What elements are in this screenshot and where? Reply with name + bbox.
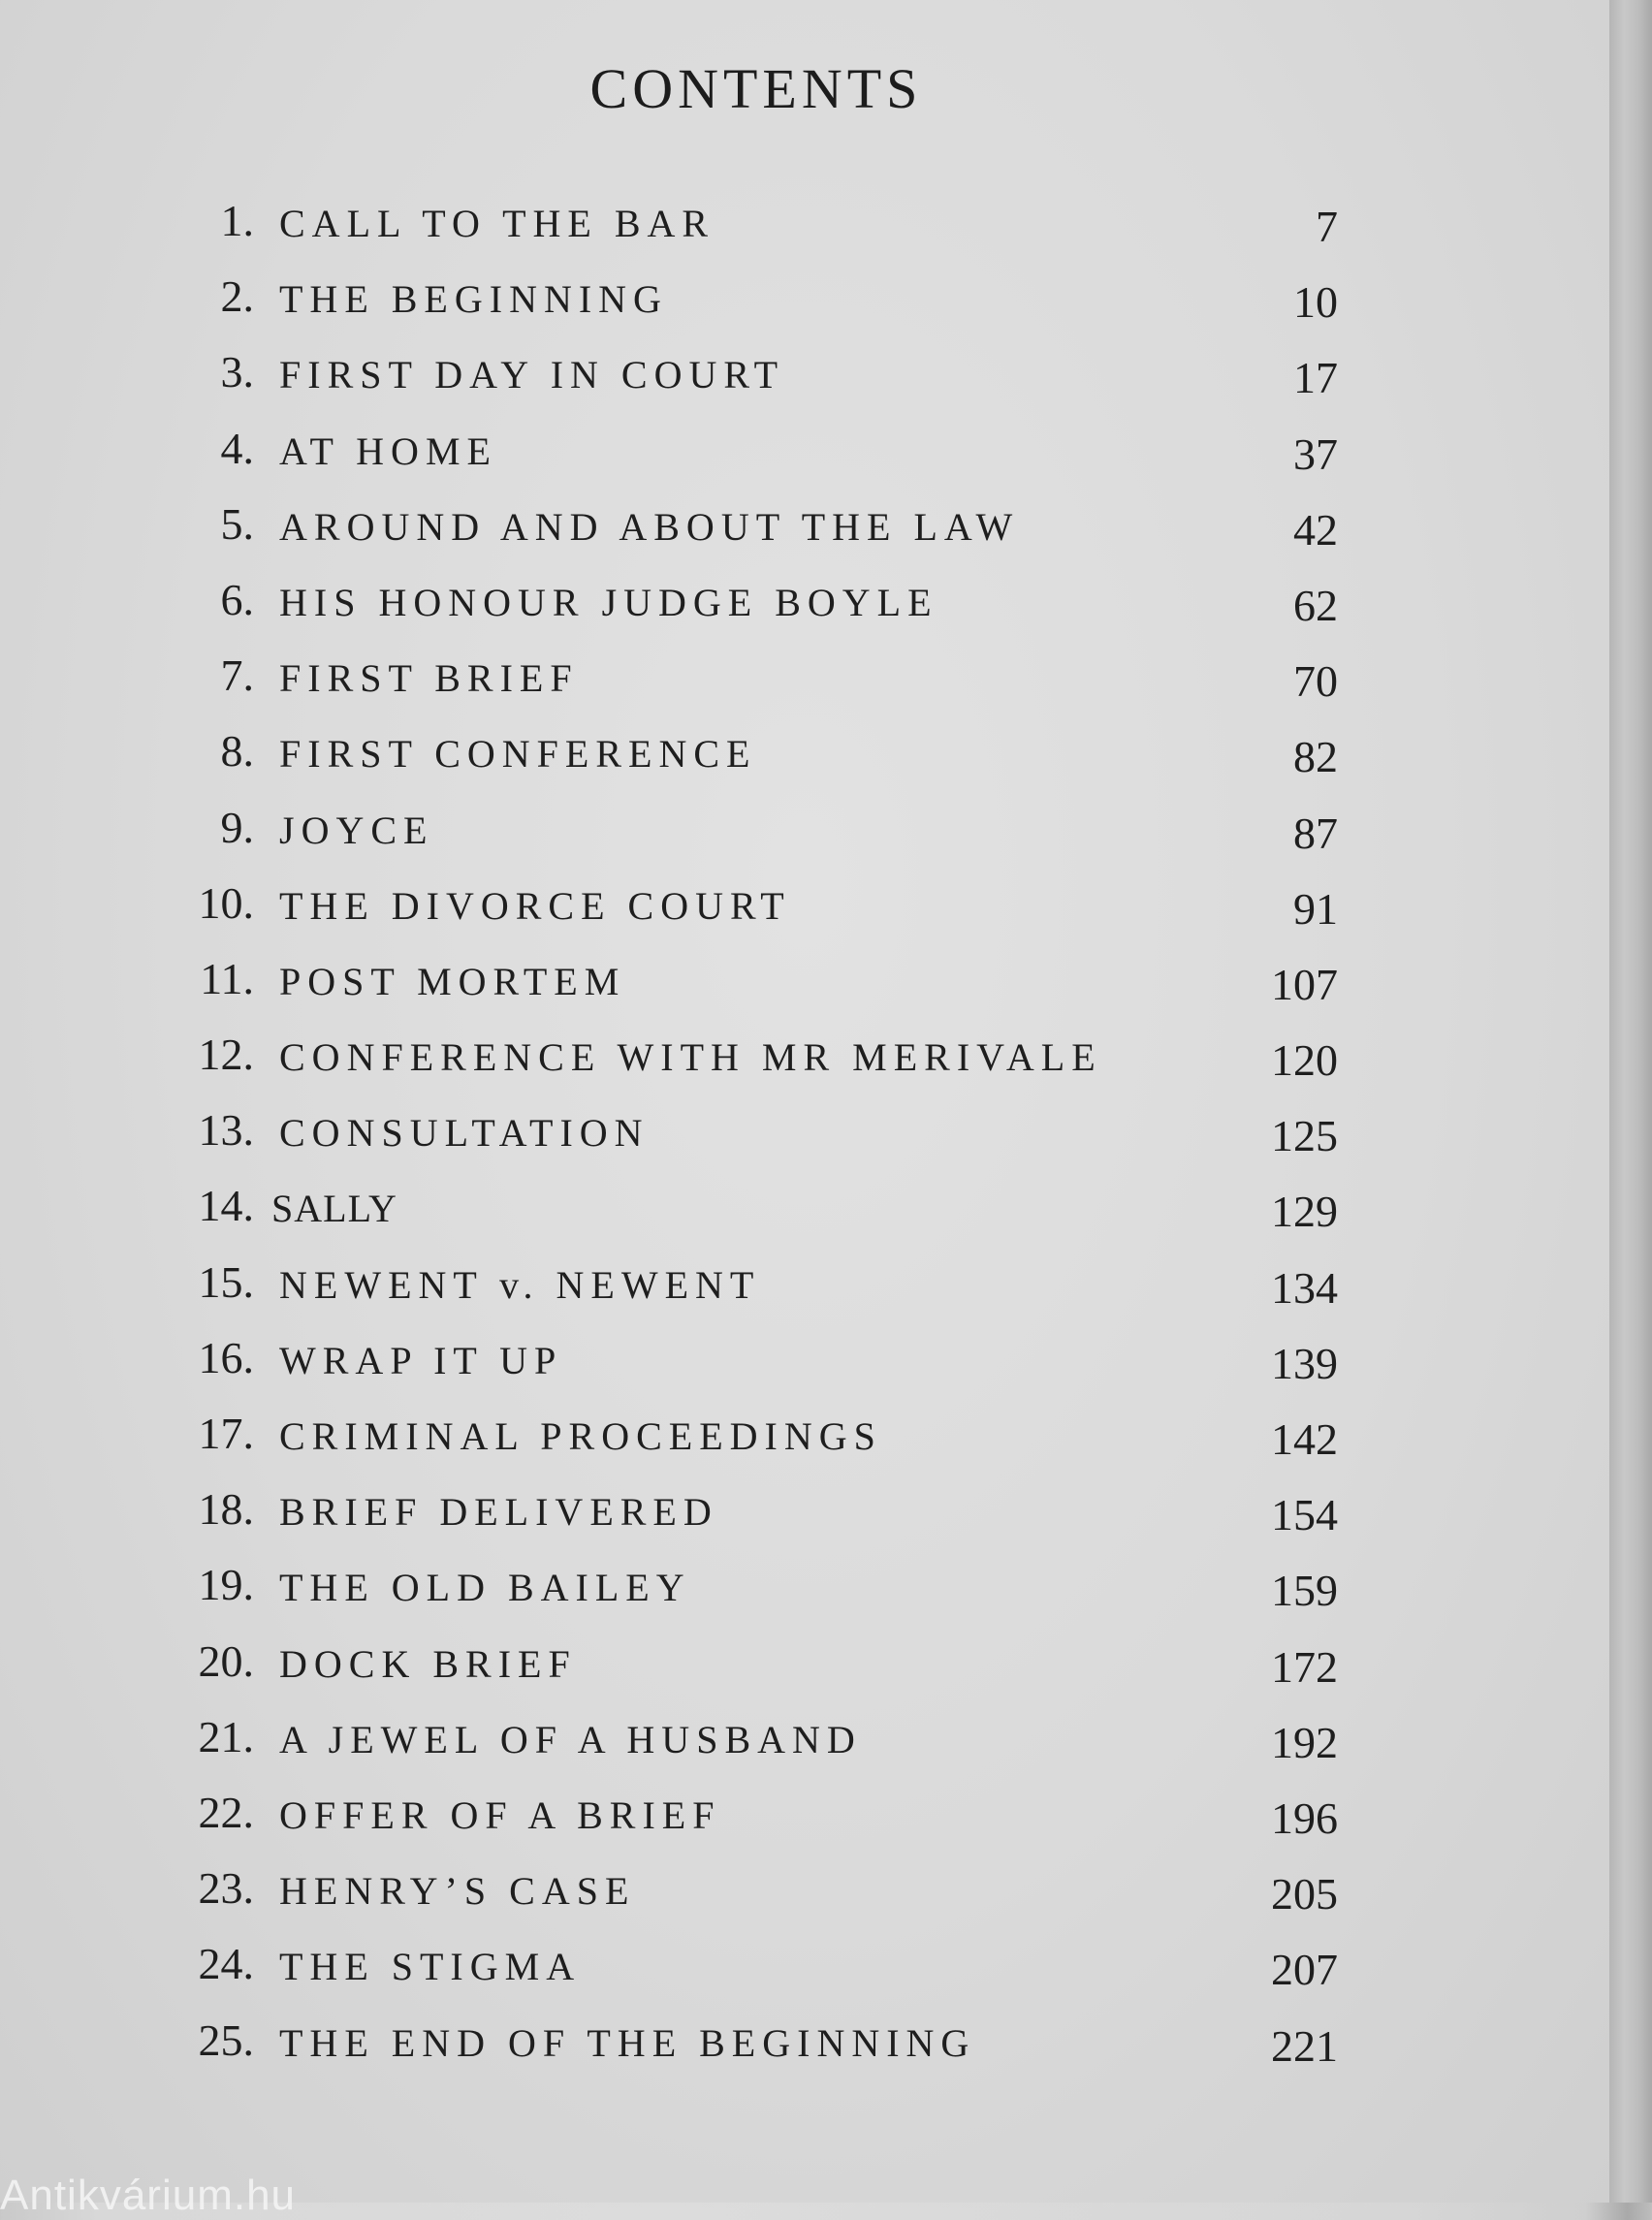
chapter-title: CALL TO THE BAR: [279, 202, 715, 245]
page-number: 159: [1271, 1566, 1338, 1616]
chapter-title: CRIMINAL PROCEEDINGS: [279, 1414, 882, 1458]
chapter-number: 24.: [198, 1939, 254, 1989]
chapter-number: 23.: [198, 1863, 254, 1914]
toc-entry-9: [175, 801, 1338, 876]
toc-entry-3: [175, 345, 1338, 421]
toc-entry-6: [175, 573, 1338, 649]
chapter-number: 3.: [220, 347, 254, 397]
watermark: Antikvárium.hu: [0, 2172, 297, 2219]
chapter-title: BRIEF DELIVERED: [279, 1490, 718, 1535]
page-number: 10: [1293, 277, 1338, 328]
chapter-number: 10.: [198, 877, 254, 928]
chapter-title: THE END OF THE BEGINNING: [279, 2020, 976, 2065]
toc-entry-22: [175, 1786, 1338, 1861]
chapter-title: POST MORTEM: [279, 959, 626, 1003]
toc-entry-23: [175, 1861, 1338, 1937]
chapter-number: 4.: [220, 423, 254, 473]
toc-entry-21: [175, 1710, 1338, 1786]
chapter-number: 17.: [198, 1409, 254, 1458]
chapter-title: FIRST DAY IN COURT: [279, 353, 785, 397]
chapter-number: 13.: [198, 1105, 254, 1156]
page-number: 207: [1271, 1945, 1338, 1995]
page-number: 7: [1316, 202, 1338, 251]
toc-entry-18: [175, 1482, 1338, 1558]
chapter-title: NEWENT v. NEWENT: [279, 1262, 761, 1307]
page-number: 91: [1293, 883, 1338, 934]
page-number: 221: [1271, 2020, 1338, 2071]
chapter-number: 15.: [198, 1256, 254, 1307]
page-number: 205: [1271, 1869, 1338, 1919]
chapter-title: CONSULTATION: [279, 1111, 650, 1156]
chapter-title: HENRY’S CASE: [279, 1869, 636, 1914]
toc-entry-7: [175, 649, 1338, 724]
page-number: 139: [1271, 1338, 1338, 1388]
toc-entry-13: [175, 1103, 1338, 1179]
toc-entry-14: [175, 1179, 1338, 1254]
chapter-title: THE OLD BAILEY: [279, 1566, 691, 1610]
toc-entry-11: [175, 952, 1338, 1028]
toc-entry-1: [175, 194, 1338, 270]
page-number: 142: [1271, 1414, 1338, 1464]
page-number: 120: [1271, 1035, 1338, 1086]
chapter-number: 11.: [200, 953, 254, 1003]
chapter-number: 12.: [198, 1030, 254, 1080]
chapter-title: THE BEGINNING: [279, 277, 668, 322]
chapter-title: FIRST CONFERENCE: [279, 732, 757, 777]
toc-entry-8: [175, 724, 1338, 800]
chapter-number: 5.: [220, 498, 254, 549]
chapter-title: DOCK BRIEF: [279, 1641, 577, 1686]
page-number: 62: [1293, 580, 1338, 630]
chapter-number: 9.: [220, 802, 254, 852]
chapter-number: 8.: [220, 726, 254, 777]
page-number: 37: [1293, 428, 1338, 479]
page-edge: [1609, 0, 1652, 2203]
chapter-title: OFFER OF A BRIEF: [279, 1792, 721, 1837]
toc-entry-17: [175, 1407, 1338, 1482]
page-number: 134: [1271, 1262, 1338, 1313]
chapter-number: 21.: [198, 1711, 254, 1761]
chapter-number: 25.: [198, 2014, 254, 2065]
toc-entry-20: [175, 1634, 1338, 1710]
contents-heading: CONTENTS: [589, 57, 923, 120]
page-number: 172: [1271, 1641, 1338, 1692]
chapter-title: FIRST BRIEF: [279, 656, 579, 701]
chapter-number: 20.: [198, 1635, 254, 1686]
chapter-number: 1.: [220, 196, 254, 245]
chapter-number: 19.: [198, 1560, 254, 1610]
chapter-number: 16.: [198, 1332, 254, 1382]
chapter-title: AT HOME: [279, 428, 497, 473]
chapter-title: CONFERENCE WITH MR MERIVALE: [279, 1035, 1102, 1080]
chapter-number: 14.: [198, 1181, 254, 1231]
page-number: 107: [1271, 959, 1338, 1009]
page-number: 125: [1271, 1111, 1338, 1161]
chapter-number: 6.: [220, 574, 254, 624]
page-number: 129: [1271, 1187, 1338, 1237]
page-number: 42: [1293, 504, 1338, 555]
toc-entry-10: [175, 876, 1338, 952]
page-number: 87: [1293, 808, 1338, 858]
chapter-title: AROUND AND ABOUT THE LAW: [279, 504, 1020, 549]
chapter-title: JOYCE: [279, 808, 434, 852]
toc-entry-4: [175, 422, 1338, 497]
page-number: 196: [1271, 1792, 1338, 1843]
toc-entry-12: [175, 1028, 1338, 1103]
page-number: 192: [1271, 1717, 1338, 1767]
toc-entry-24: [175, 1937, 1338, 2013]
chapter-title: HIS HONOUR JUDGE BOYLE: [279, 580, 938, 624]
chapter-title: THE STIGMA: [279, 1945, 582, 1989]
toc-entry-2: [175, 270, 1338, 345]
chapter-title: A JEWEL OF A HUSBAND: [279, 1717, 862, 1761]
page-number: 154: [1271, 1490, 1338, 1540]
toc-entry-19: [175, 1558, 1338, 1633]
page-number: 82: [1293, 732, 1338, 782]
chapter-number: 2.: [220, 271, 254, 322]
toc-entry-25: [175, 2014, 1338, 2089]
chapter-title: WRAP IT UP: [279, 1338, 563, 1382]
toc-entry-5: [175, 497, 1338, 573]
page-number: 17: [1293, 353, 1338, 403]
chapter-title: SALLY: [271, 1187, 397, 1231]
chapter-number: 7.: [220, 650, 254, 701]
chapter-number: 18.: [198, 1484, 254, 1535]
toc-entry-15: [175, 1255, 1338, 1331]
chapter-number: 22.: [198, 1787, 254, 1837]
chapter-title: THE DIVORCE COURT: [279, 883, 791, 928]
page-number: 70: [1293, 656, 1338, 707]
toc-entry-16: [175, 1331, 1338, 1407]
table-of-contents: [175, 194, 1338, 2089]
